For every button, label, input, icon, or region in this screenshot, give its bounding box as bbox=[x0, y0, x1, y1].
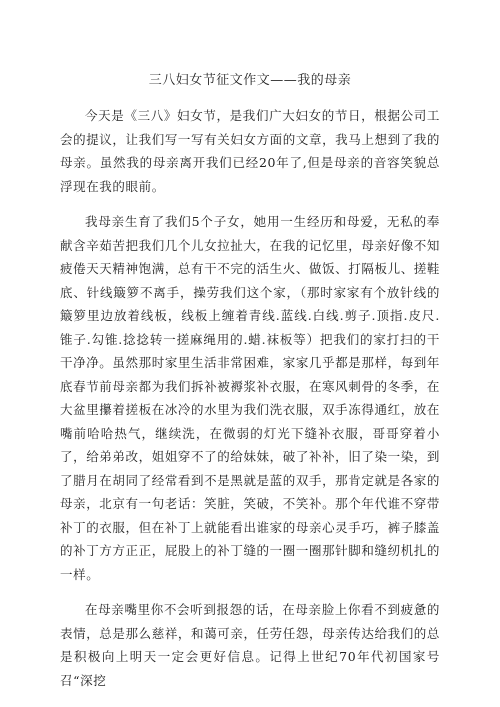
paragraph-mother-character: 在母亲嘴里你不会听到报怨的话，在母亲脸上你看不到疲惫的表情，总是那么慈祥，和蔼可亲，任劳任怨，母亲传达给我们的总是积极向上明天一定会更好信息。记得上世纪70年代初国家号召“深挖 bbox=[60, 602, 440, 688]
paragraph-intro: 今天是《三八》妇女节，是我们广大妇女的节日，根据公司工会的提议，让我们写一写有关妇女方面的文章，我马上想到了我的母亲。虽然我的母亲离开我们已经20年了,但是母亲的音容笑貌总浮现在我的眼前。 bbox=[60, 108, 440, 194]
document-title: 三八妇女节征文作文——我的母亲 bbox=[148, 73, 352, 88]
paragraph-mother-life: 我母亲生育了我们5个子女，她用一生经历和母爱，无私的奉献含辛茹苦把我们几个儿女拉扯大，在我的记忆里，母亲好像不知疲倦天天精神饱满，总有干不完的活生火、做饭、打隔板儿、搓鞋底、针线簸箩不离手，操劳我们这个家，（那时家家有个放针线的簸箩里边放着线板，线板上缠着青线.蓝线.白线.剪子.顶指.皮尺.锥子.勾锥.捻捻转一搓麻绳用的.蜡.袜板等）把我们的家打扫的干干净净。虽然那时家里生活非常困难，家家几乎都是那样，每到年底春节前母亲都为我们拆补被褥浆补衣服，在寒风刺骨的冬季，在大盆里攥着搓板在冰冷的水里为我们洗衣服，双手冻得通红，放在嘴前哈哈热气，继续洗，在微弱的灯光下缝补衣服，哥哥穿着小了，给弟弟改，姐姐穿不了的给妹妹，破了补补，旧了染一染，到了腊月在胡同了经常看到不是黑就是蓝的双手，那肯定就是各家的母亲，北京有一句老话：笑脏，笑破，不笑补。那个年代谁不穿带补丁的衣服，但在补丁上就能看出谁家的母亲心灵手巧，裤子膝盖的补丁方方正正，屁股上的补丁缝的一圈一圈那针脚和缝纫机扎的一样。 bbox=[60, 214, 440, 582]
